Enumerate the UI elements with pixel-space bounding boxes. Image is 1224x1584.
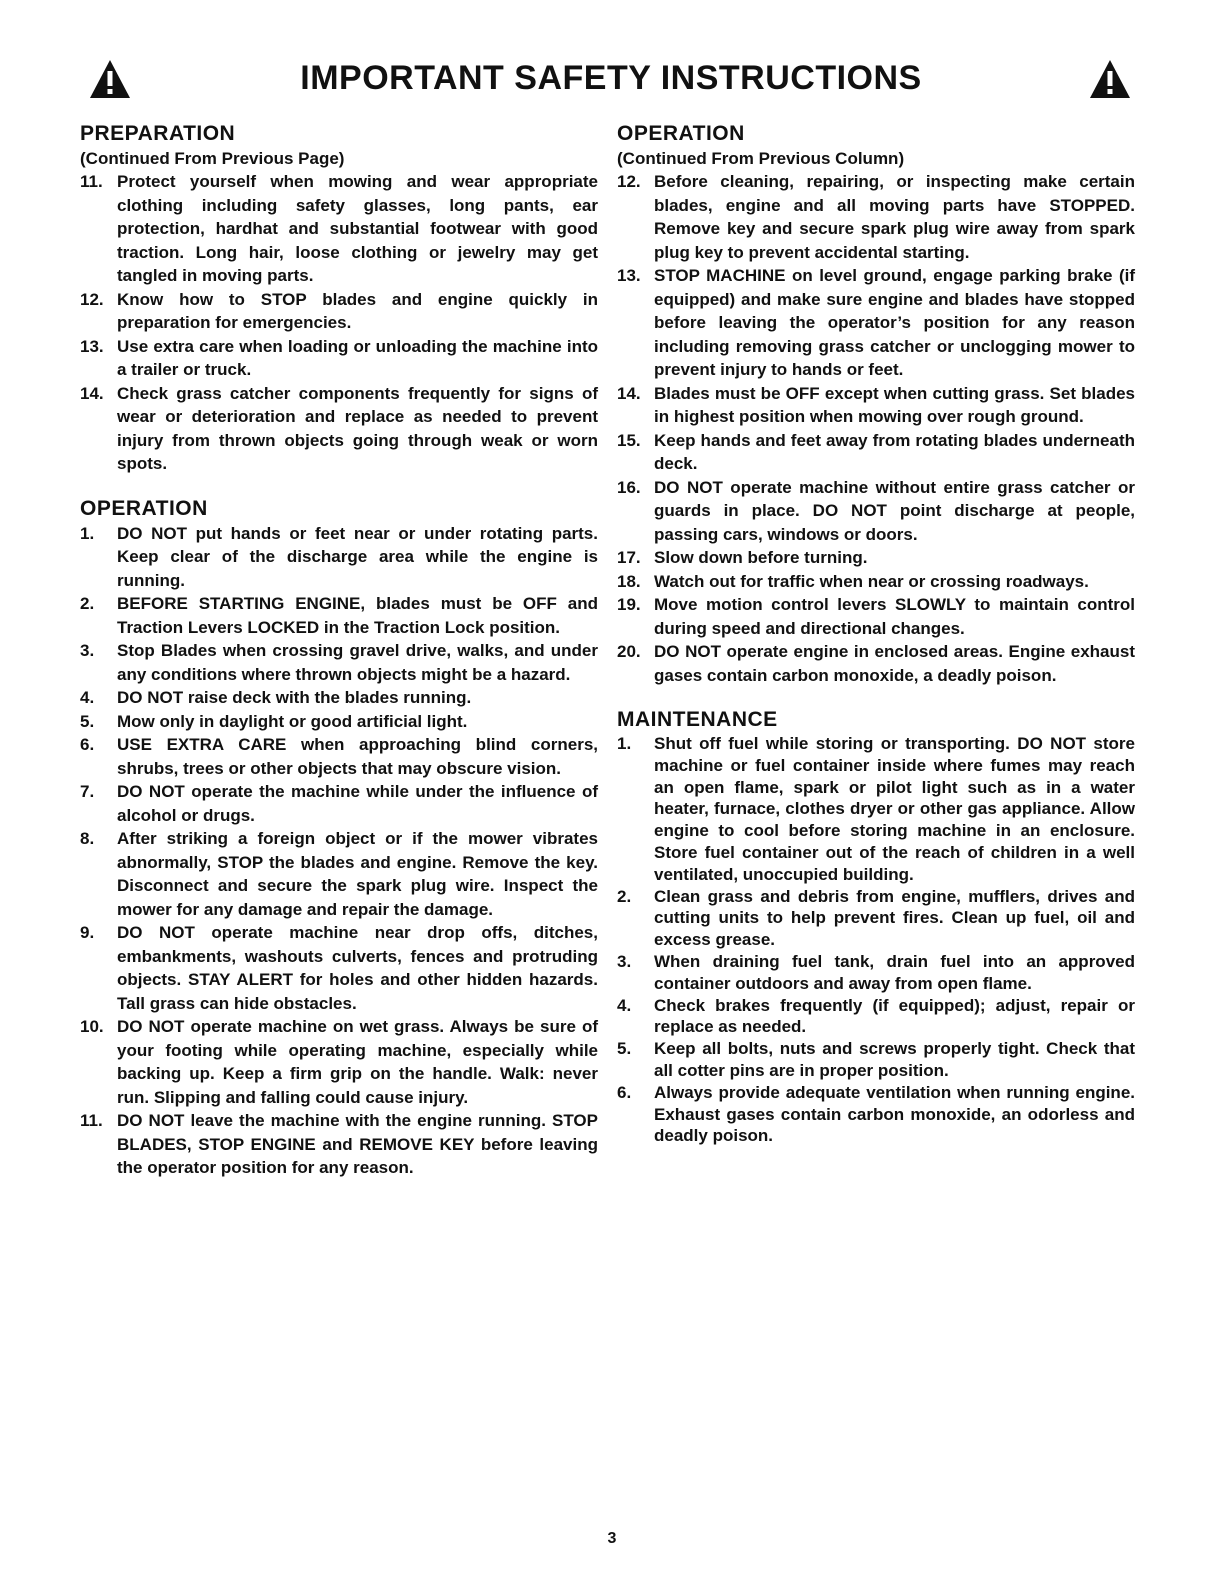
item-text: Watch out for traffic when near or crossing roadways. <box>654 571 1089 591</box>
maintenance-heading: MAINTENANCE <box>617 708 778 731</box>
page-number: 3 <box>607 1530 617 1547</box>
item-number: 3. <box>80 641 95 660</box>
item-number: 7. <box>80 782 95 801</box>
item-text: DO NOT raise deck with the blades running. <box>117 688 472 707</box>
item-text: Move motion control levers SLOWLY to maintain control during speed and directional changes. <box>654 595 1135 638</box>
preparation-list <box>80 170 598 476</box>
operation-heading: OPERATION <box>80 496 208 520</box>
item-number: 9. <box>80 923 95 942</box>
page-header <box>78 56 1144 104</box>
list-item <box>80 827 598 921</box>
list-item <box>80 780 598 827</box>
list-item <box>617 570 1135 594</box>
item-number: 10. <box>80 1017 104 1036</box>
preparation-subheading: (Continued From Previous Page) <box>80 149 345 168</box>
item-number: 17. <box>617 548 641 567</box>
item-text: Keep hands and feet away from rotating blades underneath deck. <box>654 430 1135 473</box>
item-number: 11. <box>80 1111 103 1130</box>
left-column <box>80 121 598 1180</box>
list-item <box>80 921 598 1015</box>
maintenance-list <box>617 733 1135 1147</box>
item-text: When draining fuel tank, drain fuel into an approved container outdoors and away from open flame. <box>654 951 1135 993</box>
list-item <box>617 1082 1135 1147</box>
list-item <box>80 170 598 288</box>
item-number: 12. <box>617 172 641 191</box>
item-number: 6. <box>617 1082 632 1102</box>
list-item <box>617 429 1135 476</box>
operation-continued-list <box>617 170 1135 687</box>
warning-triangle-icon <box>1088 58 1132 100</box>
item-number: 20. <box>617 642 641 661</box>
item-number: 12. <box>80 289 104 309</box>
item-text: Shut off fuel while storing or transporting. DO NOT store machine or fuel container inside where fumes may reach an open flame, spark or pilot light such as in a water heater, furnace, clothes dryer or other gas appliance. Allow engine to cool before storing machine in an enclosure. Store fuel container out of the reach of children in a well ventilated, unoccupied building. <box>654 734 1135 884</box>
list-item <box>617 1038 1135 1082</box>
item-number: 19. <box>617 595 641 614</box>
list-item <box>617 476 1135 547</box>
item-number: 13. <box>617 266 641 285</box>
item-text: DO NOT operate machine without entire grass catcher or guards in place. DO NOT point discharge at people, passing cars, windows or doors. <box>654 477 1135 544</box>
list-item <box>80 382 598 476</box>
operation-list <box>80 522 598 1180</box>
list-item <box>80 592 598 639</box>
list-item <box>617 382 1135 429</box>
item-text: Always provide adequate ventilation when running engine. Exhaust gases contain carbon monoxide, an odorless and deadly poison. <box>654 1082 1135 1146</box>
item-text: Slow down before turning. <box>654 548 868 567</box>
item-text: Clean grass and debris from engine, mufflers, drives and cutting units to help prevent fires. Clean up fuel, oil and excess grease. <box>654 886 1135 950</box>
list-item <box>617 170 1135 264</box>
item-number: 8. <box>80 829 95 848</box>
item-text: DO NOT operate machine near drop offs, ditches, embankments, washouts culverts, fences and protruding objects. STAY ALERT for holes and other hidden hazards. Tall grass can hide obstacles. <box>117 923 598 1013</box>
item-text: Keep all bolts, nuts and screws properly tight. Check that all cotter pins are in proper position. <box>654 1039 1135 1080</box>
item-text: Protect yourself when mowing and wear appropriate clothing including safety glasses, long pants, ear protection, hardhat and substantial footwear with good traction. Long hair, loose clothing or jewelry may get tangled in moving parts. <box>117 172 598 285</box>
list-item <box>80 1109 598 1180</box>
list-item <box>80 288 598 335</box>
item-number: 18. <box>617 571 641 591</box>
item-text: DO NOT put hands or feet near or under rotating parts. Keep clear of the discharge area while the engine is running. <box>117 523 598 590</box>
item-text: DO NOT operate machine on wet grass. Always be sure of your footing while operating machine, especially while backing up. Keep a firm grip on the handle. Walk: never run. Slipping and falling could cause injury. <box>117 1017 598 1107</box>
item-text: Check brakes frequently (if equipped); adjust, repair or replace as needed. <box>654 995 1135 1037</box>
item-number: 11. <box>80 172 103 191</box>
item-text: STOP MACHINE on level ground, engage parking brake (if equipped) and make sure engine and blades have stopped before leaving the operator’s position for any reason including removing grass catcher or unclogging mower to prevent injury to hands or feet. <box>654 266 1135 379</box>
list-item <box>80 733 598 780</box>
list-item <box>80 639 598 686</box>
item-text: Blades must be OFF except when cutting grass. Set blades in highest position when mowing over rough ground. <box>654 383 1135 426</box>
item-number: 15. <box>617 430 641 450</box>
item-text: Use extra care when loading or unloading the machine into a trailer or truck. <box>117 336 598 379</box>
list-item <box>80 710 598 734</box>
list-item <box>617 546 1135 570</box>
item-number: 2. <box>80 594 95 613</box>
item-number: 4. <box>80 688 95 707</box>
item-text: Stop Blades when crossing gravel drive, walks, and under any conditions where thrown objects might be a hazard. <box>117 641 598 684</box>
item-number: 2. <box>617 886 632 906</box>
list-item <box>617 995 1135 1039</box>
item-number: 6. <box>80 735 95 754</box>
item-text: Before cleaning, repairing, or inspecting make certain blades, engine and all moving parts have STOPPED. Remove key and secure spark plug wire away from spark plug key to prevent accidental starting. <box>654 172 1135 262</box>
item-text: Check grass catcher components frequently for signs of wear or deterioration and replace as needed to prevent injury from thrown objects going through weak or worn spots. <box>117 383 598 473</box>
item-text: DO NOT operate engine in enclosed areas. Engine exhaust gases contain carbon monoxide, a deadly poison. <box>654 642 1135 685</box>
item-text: BEFORE STARTING ENGINE, blades must be OFF and Traction Levers LOCKED in the Traction Lock position. <box>117 594 598 637</box>
list-item <box>617 264 1135 382</box>
item-number: 5. <box>80 711 95 731</box>
list-item <box>617 593 1135 640</box>
operation-subheading: (Continued From Previous Column) <box>617 149 905 168</box>
item-text: Mow only in daylight or good artificial light. <box>117 711 468 731</box>
item-number: 16. <box>617 477 641 497</box>
item-number: 1. <box>80 523 95 543</box>
list-item <box>80 335 598 382</box>
list-item <box>617 951 1135 995</box>
item-number: 14. <box>80 383 104 403</box>
item-text: After striking a foreign object or if the mower vibrates abnormally, STOP the blades and engine. Remove the key. Disconnect and secure the spark plug wire. Inspect the mower for any damage and repair the damage. <box>117 829 598 919</box>
item-text: DO NOT leave the machine with the engine running. STOP BLADES, STOP ENGINE and REMOVE KEY before leaving the operator position for any reason. <box>117 1111 598 1177</box>
item-text: USE EXTRA CARE when approaching blind corners, shrubs, trees or other objects that may obscure vision. <box>117 735 598 778</box>
right-column <box>617 121 1135 1147</box>
item-text: DO NOT operate the machine while under the influence of alcohol or drugs. <box>117 782 598 825</box>
item-number: 1. <box>617 734 632 753</box>
list-item <box>617 640 1135 687</box>
list-item <box>80 686 598 710</box>
list-item <box>80 522 598 593</box>
item-text: Know how to STOP blades and engine quickly in preparation for emergencies. <box>117 289 598 332</box>
list-item <box>617 886 1135 951</box>
preparation-heading: PREPARATION <box>80 122 236 145</box>
list-item <box>617 733 1135 886</box>
item-number: 3. <box>617 951 632 971</box>
item-number: 5. <box>617 1039 632 1059</box>
item-number: 13. <box>80 336 104 356</box>
operation-continued-heading: OPERATION <box>617 122 745 145</box>
item-number: 4. <box>617 995 632 1015</box>
page-title: IMPORTANT SAFETY INSTRUCTIONS <box>300 59 922 97</box>
list-item <box>80 1015 598 1109</box>
item-number: 14. <box>617 383 641 403</box>
